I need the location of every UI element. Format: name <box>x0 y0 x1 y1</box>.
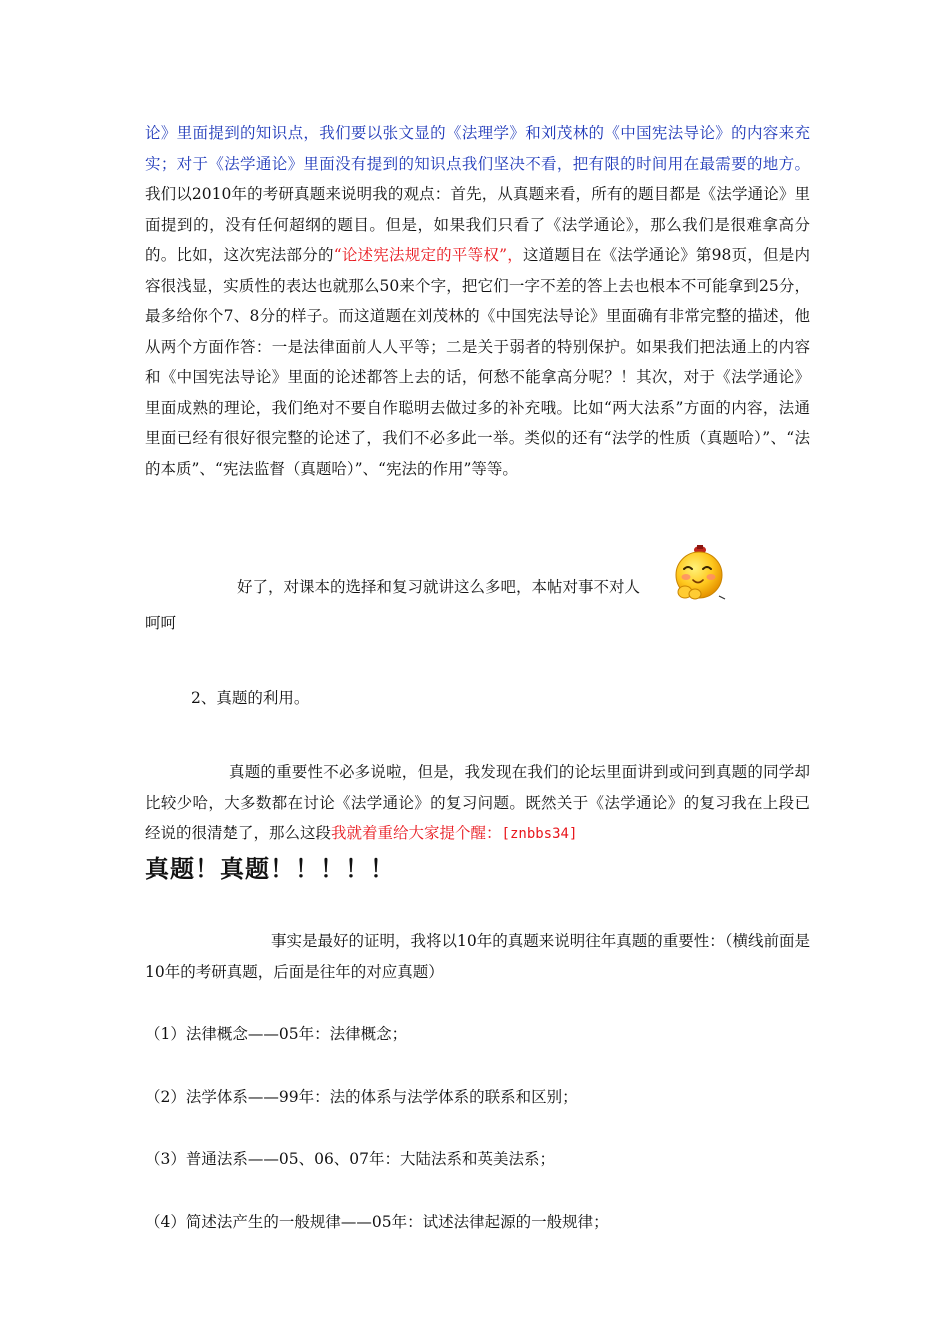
closing-line <box>145 542 810 596</box>
paragraph-textbook-choice <box>145 118 810 484</box>
body-text: 我们以2010年的考研真题来说明我的观点：首先，从真题来看，所有的题目都是《法学通论》里面提到的，没有任何超纲的题目。但是，如果我们只看了《法学通论》，那么我们是很难拿高分的。比如，这次宪法部分的 <box>145 185 810 264</box>
paragraph-real-exams <box>145 757 810 850</box>
document-page <box>145 118 810 1237</box>
red-highlight-text: “论述宪法规定的平等权”， <box>333 246 523 264</box>
red-highlight-text: 我就着重给大家提个醒： <box>331 824 502 842</box>
body-text: 真题的重要性不必多说啦，但是，我发现在我们的论坛里面讲到或问到真题的同学却比较少哈，大多数都在讨论《法学通论》的复习问题。既然关于《法学通论》的复习我在上段已经说的很清楚了，那么这段 <box>145 763 810 842</box>
blushing-smiley-icon <box>667 542 731 606</box>
body-text: 这道题目在《法学通论》第98页，但是内容很浅显，实质性的表达也就那么50来个字，把它们一字不差的答上去也根本不可能拿到25分，最多给你个7、8分的样子。而这道题在刘茂林的《中国宪法导论》里面确有非常完整的描述，他从两个方面作答：一是法律面前人人平等；二是关于弱者的特别保护。如果我们把法通上的内容和《中国宪法导论》里面的论述都答上去的话，何愁不能拿高分呢？！其次，对于《法学通论》里面成熟的理论，我们绝对不要自作聪明去做过多的补充哦。比如“两大法系”方面的内容，法通里面已经有很好很完整的论述了，我们不必多此一举。类似的还有“法学的性质（真题哈）”、“法的本质”、“宪法监督（真题哈）”、“宪法的作用”等等。 <box>145 246 810 478</box>
blue-highlight-text: 论》里面提到的知识点，我们要以张文显的《法理学》和刘茂林的《中国宪法导论》的内容来充实；对于《法学通论》里面没有提到的知识点我们坚决不看，把有限的时间用在最需要的地方。 <box>145 124 810 173</box>
closing-text: 好了，对课本的选择和复习就讲这么多吧，本帖对事不对人 <box>237 578 641 596</box>
laugh-text: 呵呵 <box>145 614 177 632</box>
list-item: （1）法律概念——05年：法律概念； <box>145 1025 408 1043</box>
list-item: （3）普通法系——05、06、07年：大陆法系和英美法系； <box>145 1150 556 1168</box>
paragraph-evidence-intro: 事实是最好的证明，我将以10年的真题来说明往年真题的重要性：（横线前面是10年的考研真题，后面是往年的对应真题） <box>145 932 810 981</box>
section-heading-real-exams: 2、真题的利用。 <box>191 688 310 707</box>
emoticon-code: [znbbs34] <box>501 826 578 842</box>
list-item: （4）简述法产生的一般规律——05年：试述法律起源的一般规律； <box>145 1212 609 1231</box>
list-item: （2）法学体系——99年：法的体系与法学体系的联系和区别； <box>145 1087 578 1106</box>
emphasis-heading: 真题！真题！！！！！ <box>145 854 395 883</box>
